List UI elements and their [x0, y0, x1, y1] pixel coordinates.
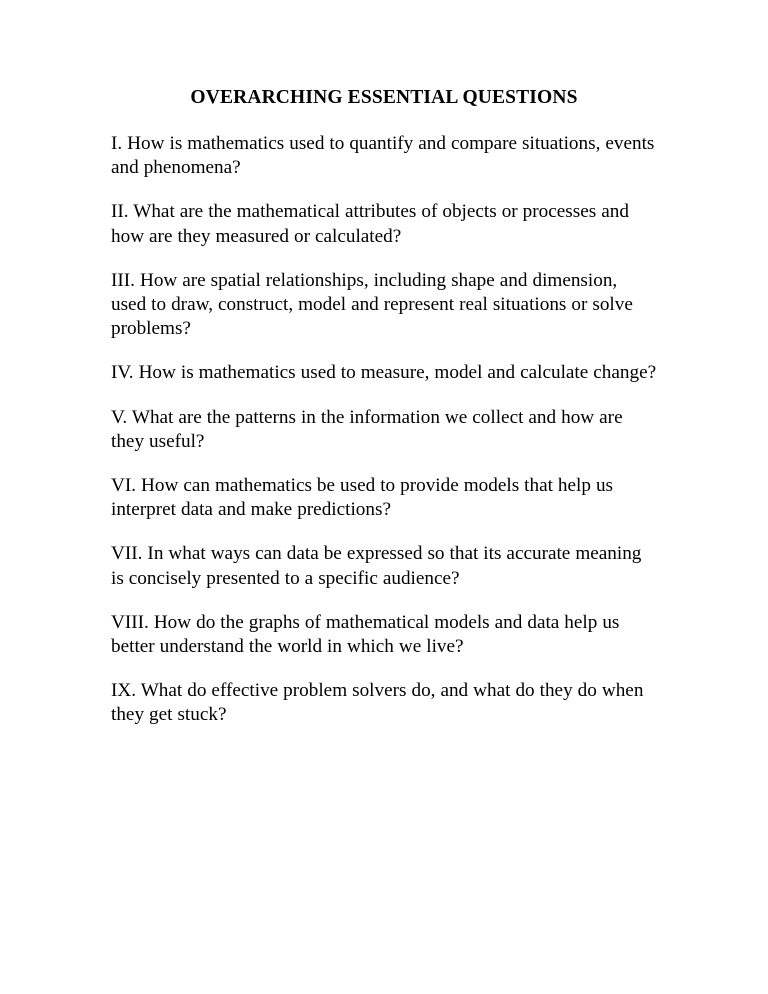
question-item-1: I. How is mathematics used to quantify and compare situations, events and phenomena? [111, 133, 655, 179]
question-item-4: IV. How is mathematics used to measure, model and calculate change? [111, 362, 657, 384]
essential-questions-list [111, 132, 657, 728]
page-title: OVERARCHING ESSENTIAL QUESTIONS [190, 87, 578, 108]
document-content [111, 86, 657, 728]
question-item-7: VII. In what ways can data be expressed so that its accurate meaning is concisely presented to a specific audience? [111, 543, 642, 589]
question-item-9: IX. What do effective problem solvers do, and what do they do when they get stuck? [111, 680, 644, 726]
question-item-8: VIII. How do the graphs of mathematical models and data help us better understand the world in which we live? [111, 611, 620, 658]
question-item-5: V. What are the patterns in the information we collect and how are they useful? [111, 406, 623, 452]
question-item-6: VI. How can mathematics be used to provide models that help us interpret data and make predictions? [111, 475, 614, 521]
question-item-3: III. How are spatial relationships, including shape and dimension, used to draw, construct, model and represent real situations or solve problems? [111, 269, 633, 340]
question-item-2: II. What are the mathematical attributes of objects or processes and how are they measured or calculated? [111, 201, 629, 247]
